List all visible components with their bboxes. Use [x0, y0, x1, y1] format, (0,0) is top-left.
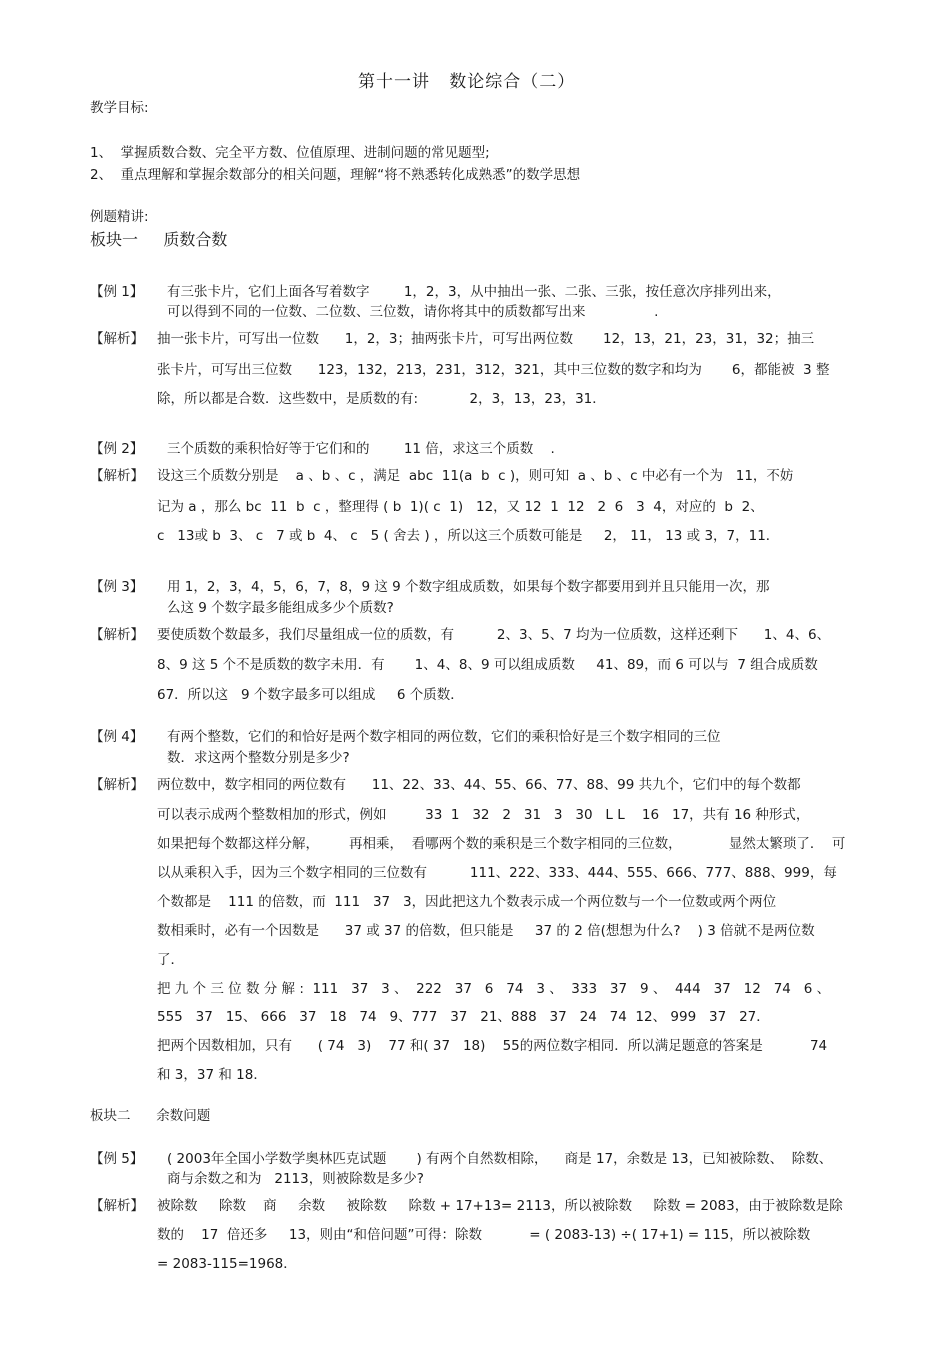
example-3-tag: 【例 3】: [90, 579, 144, 595]
example-2-question-line: 三个质数的乘积恰好等于它们和的 11 倍，求这三个质数 .: [167, 441, 555, 457]
example-5-solution-tag: 【解析】: [90, 1198, 144, 1214]
section-heading-2: 板块二 余数问题: [90, 1108, 211, 1124]
example-2-solution-tag: 【解析】: [90, 468, 144, 484]
example-2-solution-line: c 13或 b 3、 c 7 或 b 4、 c 5 ( 舍去 ) ，所以这三个质数可能是 2， 11， 13 或 3，7，11．: [157, 528, 780, 544]
example-5-tag: 【例 5】: [90, 1151, 144, 1167]
example-1-question-line: 有三张卡片，它们上面各写着数字 1，2，3，从中抽出一张、二张、三张，按任意次序排列出来，: [167, 284, 781, 300]
example-3-solution-line: 要使质数个数最多，我们尽量组成一位的质数，有 2、3、5、7 均为一位质数，这样还剩下 1、4、6、: [157, 627, 831, 643]
examples-heading: 例题精讲:: [90, 209, 149, 225]
goal-item-1: 1、 掌握质数合数、完全平方数、位值原理、进制问题的常见题型;: [90, 145, 490, 161]
example-3-solution-line: 67．所以这 9 个数字最多可以组成 6 个质数．: [157, 687, 464, 703]
example-4-solution-line: 555 37 15、 666 37 18 74 9、777 37 21、888 37 24 74 12、 999 37 27．: [157, 1009, 770, 1025]
example-4-solution-line: 个数都是 111 的倍数，而 111 37 3，因此把这九个数表示成一个两位数与一个一位数或两个两位: [157, 894, 777, 910]
example-5-question-line: 商与余数之和为 2113，则被除数是多少?: [167, 1171, 424, 1187]
example-2-solution-line: 设这三个质数分别是 a 、b 、c ，满足 abc 11(a b c )，则可知 a 、b 、c 中必有一个为 11，不妨: [157, 468, 794, 484]
example-5-solution-line: 数的 17 倍还多 13，则由“和倍问题”可得：除数 = ( 2083-13) ÷( 17+1) = 115，所以被除数: [157, 1227, 811, 1243]
example-4-solution-line: 数相乘时，必有一个因数是 37 或 37 的倍数，但只能是 37 的 2 倍(想想为什么? ) 3 倍就不是两位数: [157, 923, 815, 939]
example-4-solution-line: 把 九 个 三 位 数 分 解 : 111 37 3 、 222 37 6 74 3 、 333 37 9 、 444 37 12 74 6 、: [157, 981, 831, 997]
goal-item-2: 2、 重点理解和掌握余数部分的相关问题，理解“将不熟悉转化成熟悉”的数学思想: [90, 167, 581, 183]
example-4-solution-line: 可以表示成两个整数相加的形式，例如 33 1 32 2 31 3 30 L L 16 17，共有 16 种形式，: [157, 807, 810, 823]
example-2-tag: 【例 2】: [90, 441, 144, 457]
example-4-solution-line: 两位数中，数字相同的两位数有 11、22、33、44、55、66、77、88、99 共九个，它们中的每个数都: [157, 777, 801, 793]
example-4-solution-line: 以从乘积入手，因为三个数字相同的三位数有 111、222、333、444、555、666、777、888、999，每: [157, 865, 837, 881]
example-3-solution-line: 8、9 这 5 个不是质数的数字未用．有 1、4、8、9 可以组成质数 41、89，而 6 可以与 7 组合成质数: [157, 657, 818, 673]
example-3-solution-tag: 【解析】: [90, 627, 144, 643]
example-1-question-line: 可以得到不同的一位数、二位数、三位数，请你将其中的质数都写出来 .: [167, 304, 659, 320]
example-4-solution-line: 如果把每个数都这样分解， 再相乘， 看哪两个数的乘积是三个数字相同的三位数， 显然太繁琐了． 可: [157, 836, 846, 852]
example-4-question-line: 数．求这两个整数分别是多少?: [167, 750, 350, 766]
example-1-solution-line: 抽一张卡片，可写出一位数 1，2，3；抽两张卡片，可写出两位数 12，13，21，23，31，32；抽三: [157, 331, 815, 347]
page-title: 第十一讲 数论综合（二）: [358, 72, 576, 92]
goals-heading: 教学目标:: [90, 100, 149, 116]
example-2-solution-line: 记为 a ，那么 bc 11 b c ，整理得 ( b 1)( c 1) 12，又 12 1 12 2 6 3 4，对应的 b 2、: [157, 499, 764, 515]
example-5-solution-line: = 2083-115=1968．: [157, 1256, 297, 1272]
example-4-solution-tag: 【解析】: [90, 777, 144, 793]
example-4-solution-line: 和 3，37 和 18．: [157, 1067, 267, 1083]
example-4-tag: 【例 4】: [90, 729, 144, 745]
example-4-question-line: 有两个整数，它们的和恰好是两个数字相同的两位数，它们的乘积恰好是三个数字相同的三位: [167, 729, 721, 745]
example-1-solution-line: 张卡片，可写出三位数 123，132，213，231，312，321，其中三位数的数字和均为 6，都能被 3 整: [157, 362, 830, 378]
example-4-solution-line: 了．: [157, 952, 184, 968]
example-1-solution-tag: 【解析】: [90, 331, 144, 347]
example-4-solution-line: 把两个因数相加，只有 ( 74 3) 77 和( 37 18) 55的两位数字相同．所以满足题意的答案是 74: [157, 1038, 828, 1054]
example-1-solution-line: 除，所以都是合数．这些数中，是质数的有: 2，3，13，23，31．: [157, 391, 606, 407]
example-3-question-line: 用 1，2，3，4，5，6，7，8，9 这 9 个数字组成质数，如果每个数字都要用到并且只能用一次，那: [167, 579, 770, 595]
example-3-question-line: 么这 9 个数字最多能组成多少个质数?: [167, 600, 394, 616]
example-5-question-line: ( 2003年全国小学数学奥林匹克试题 ) 有两个自然数相除， 商是 17，余数是 13，已知被除数、 除数、: [167, 1151, 833, 1167]
example-5-solution-line: 被除数 除数 商 余数 被除数 除数 + 17+13= 2113，所以被除数 除数 = 2083，由于被除数是除: [157, 1198, 843, 1214]
section-heading-1: 板块一 质数合数: [90, 230, 228, 249]
example-1-tag: 【例 1】: [90, 284, 144, 300]
